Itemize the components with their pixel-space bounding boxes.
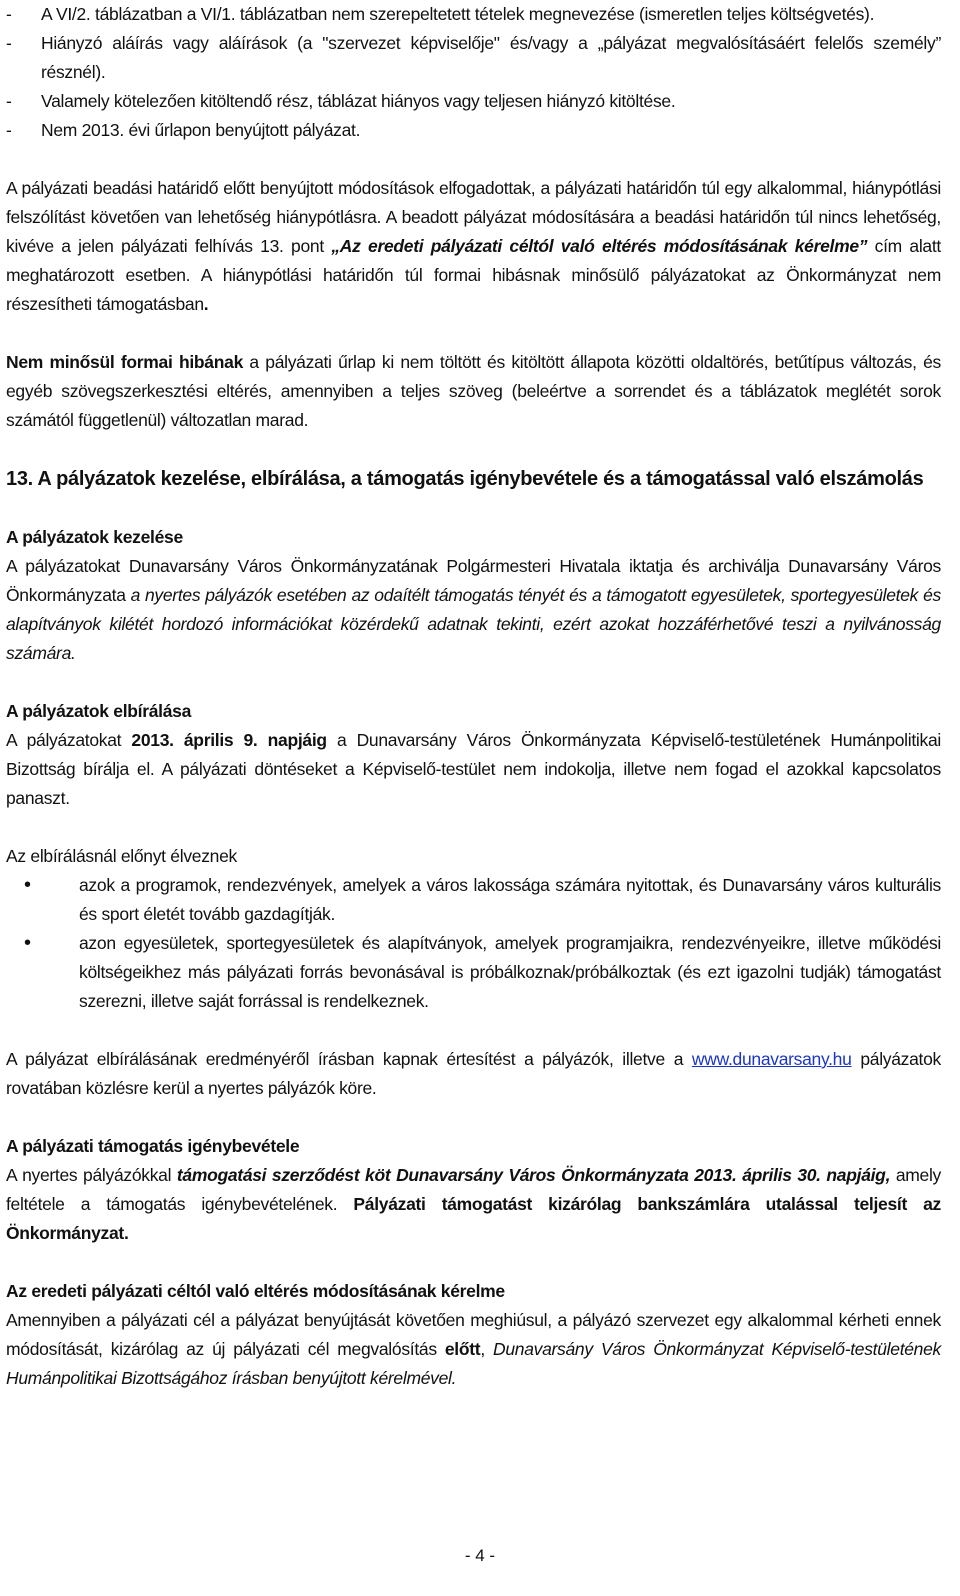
list-item: - Hiányzó aláírás vagy aláírások (a "szervezet képviselője" és/vagy a „pályázat megvalósításáért felelős személy” résznél). [6,29,941,87]
list-item: - A VI/2. táblázatban a VI/1. táblázatban nem szerepeltetett tételek megnevezése (ismeretlen teljes költségvetés). [6,0,941,29]
website-link[interactable]: www.dunavarsany.hu [691,1049,852,1069]
page-number: - 4 - [464,1546,496,1565]
elteres-paragraph: Amennyiben a pályázati cél a pályázat benyújtását követően meghiúsul, a pályázó szervezet egy alkalommal kérheti ennek módosítását, kizárólag az új pályázati cél megvalósítás előtt, Dunavarsány Város Önkormányzat Képviselő-testületének Humánpolitikai Bizottságához írásban benyújtott kérelmével. [6,1310,941,1388]
section-reference: „Az eredeti pályázati céltól való eltérés módosításának kérelme” [331,236,868,256]
list-item: - Valamely kötelezően kitöltendő rész, táblázat hiányos vagy teljesen hiányzó kitöltése. [6,87,941,116]
igenybevetel-paragraph: A nyertes pályázókkal támogatási szerződést köt Dunavarsány Város Önkormányzata 2013. április 30. napjáig, amely feltétele a támogatás igénybevételének. Pályázati támogatást kizárólag bankszámlára utalással teljesít az Önkormányzat. [6,1165,941,1243]
list-item: - Nem 2013. évi űrlapon benyújtott pályázat. [6,116,941,145]
modification-paragraph: A pályázati beadási határidő előtt benyújtott módosítások elfogadottak, a pályázati határidőn túl egy alkalommal, hiánypótlási felszólítást követően van lehetőség hiánypótlásra. A beadott pályázat módosítására a beadási határidőn túl nincs lehetőség, kivéve a jelen pályázati felhívás 13. pont „Az eredeti pályázati céltól való eltérés módosításának kérelme” cím alatt meghatározott esetben. A hiánypótlási határidőn túl formai hibásnak minősülő pályázatokat az Önkormányzat nem részesítheti támogatásban. [6,178,941,314]
advantage-list [6,871,941,1016]
list-item: • azon egyesületek, sportegyesületek és alapítványok, amelyek programjaikra, rendezvényeikre, illetve működési költségeikhez más pályázati forrás bevonásával is próbálkoznak/próbálkoztak (és ezt igazolni tudják) támogatást szerezni, illetve saját forrással is rendelkeznek. [6,929,941,1016]
formal-error-paragraph: Nem minősül formai hibának a pályázati űrlap ki nem töltött és kitöltött állapota közötti oldaltörés, betűtípus változás, és egyéb szövegszerkesztési eltérés, amennyiben a teljes szöveg (beleértve a sorrendet és a táblázatok meglétét sorok számától függetlenül) változatlan marad. [6,352,941,430]
result-paragraph: A pályázat elbírálásának eredményéről írásban kapnak értesítést a pályázók, illetve a www.dunavarsany.hu pályázatok rovatában közlésre kerül a nyertes pályázók köre. [6,1049,941,1098]
section-13-title: 13. A pályázatok kezelése, elbírálása, a támogatás igénybevétele és a támogatással való elszámolás [6,468,924,490]
kezeles-paragraph: A pályázatokat Dunavarsány Város Önkormányzatának Polgármesteri Hivatala iktatja és archiválja Dunavarsány Város Önkormányzata a nyertes pályázók esetében az odaítélt támogatás tényét és a támogatott egyesületek, sportegyesületek és alapítványok kilétét hordozó információkat közérdekű adatnak tekinti, ezért azokat hozzáférhetővé teszi a nyilvánosság számára. [6,556,941,663]
heading-elteres: Az eredeti pályázati céltól való eltérés módosításának kérelme [6,1281,505,1301]
missing-items-list [6,0,941,145]
heading-kezeles: A pályázatok kezelése [6,527,183,547]
heading-igenybevetel: A pályázati támogatás igénybevétele [6,1136,300,1156]
advantage-intro: Az elbírálásnál előnyt élveznek [6,846,237,866]
elbiralas-paragraph: A pályázatokat 2013. április 9. napjáig a Dunavarsány Város Önkormányzata Képviselő-testületének Humánpolitikai Bizottság bírálja el. A pályázati döntéseket a Képviselő-testület nem indokolja, illetve nem fogad el azokkal kapcsolatos panaszt. [6,730,941,808]
list-item: • azok a programok, rendezvények, amelyek a város lakossága számára nyitottak, és Dunavarsány város kulturális és sport életét tovább gazdagítják. [6,871,941,929]
heading-elbiralas: A pályázatok elbírálása [6,701,192,721]
document-page [6,0,941,1393]
